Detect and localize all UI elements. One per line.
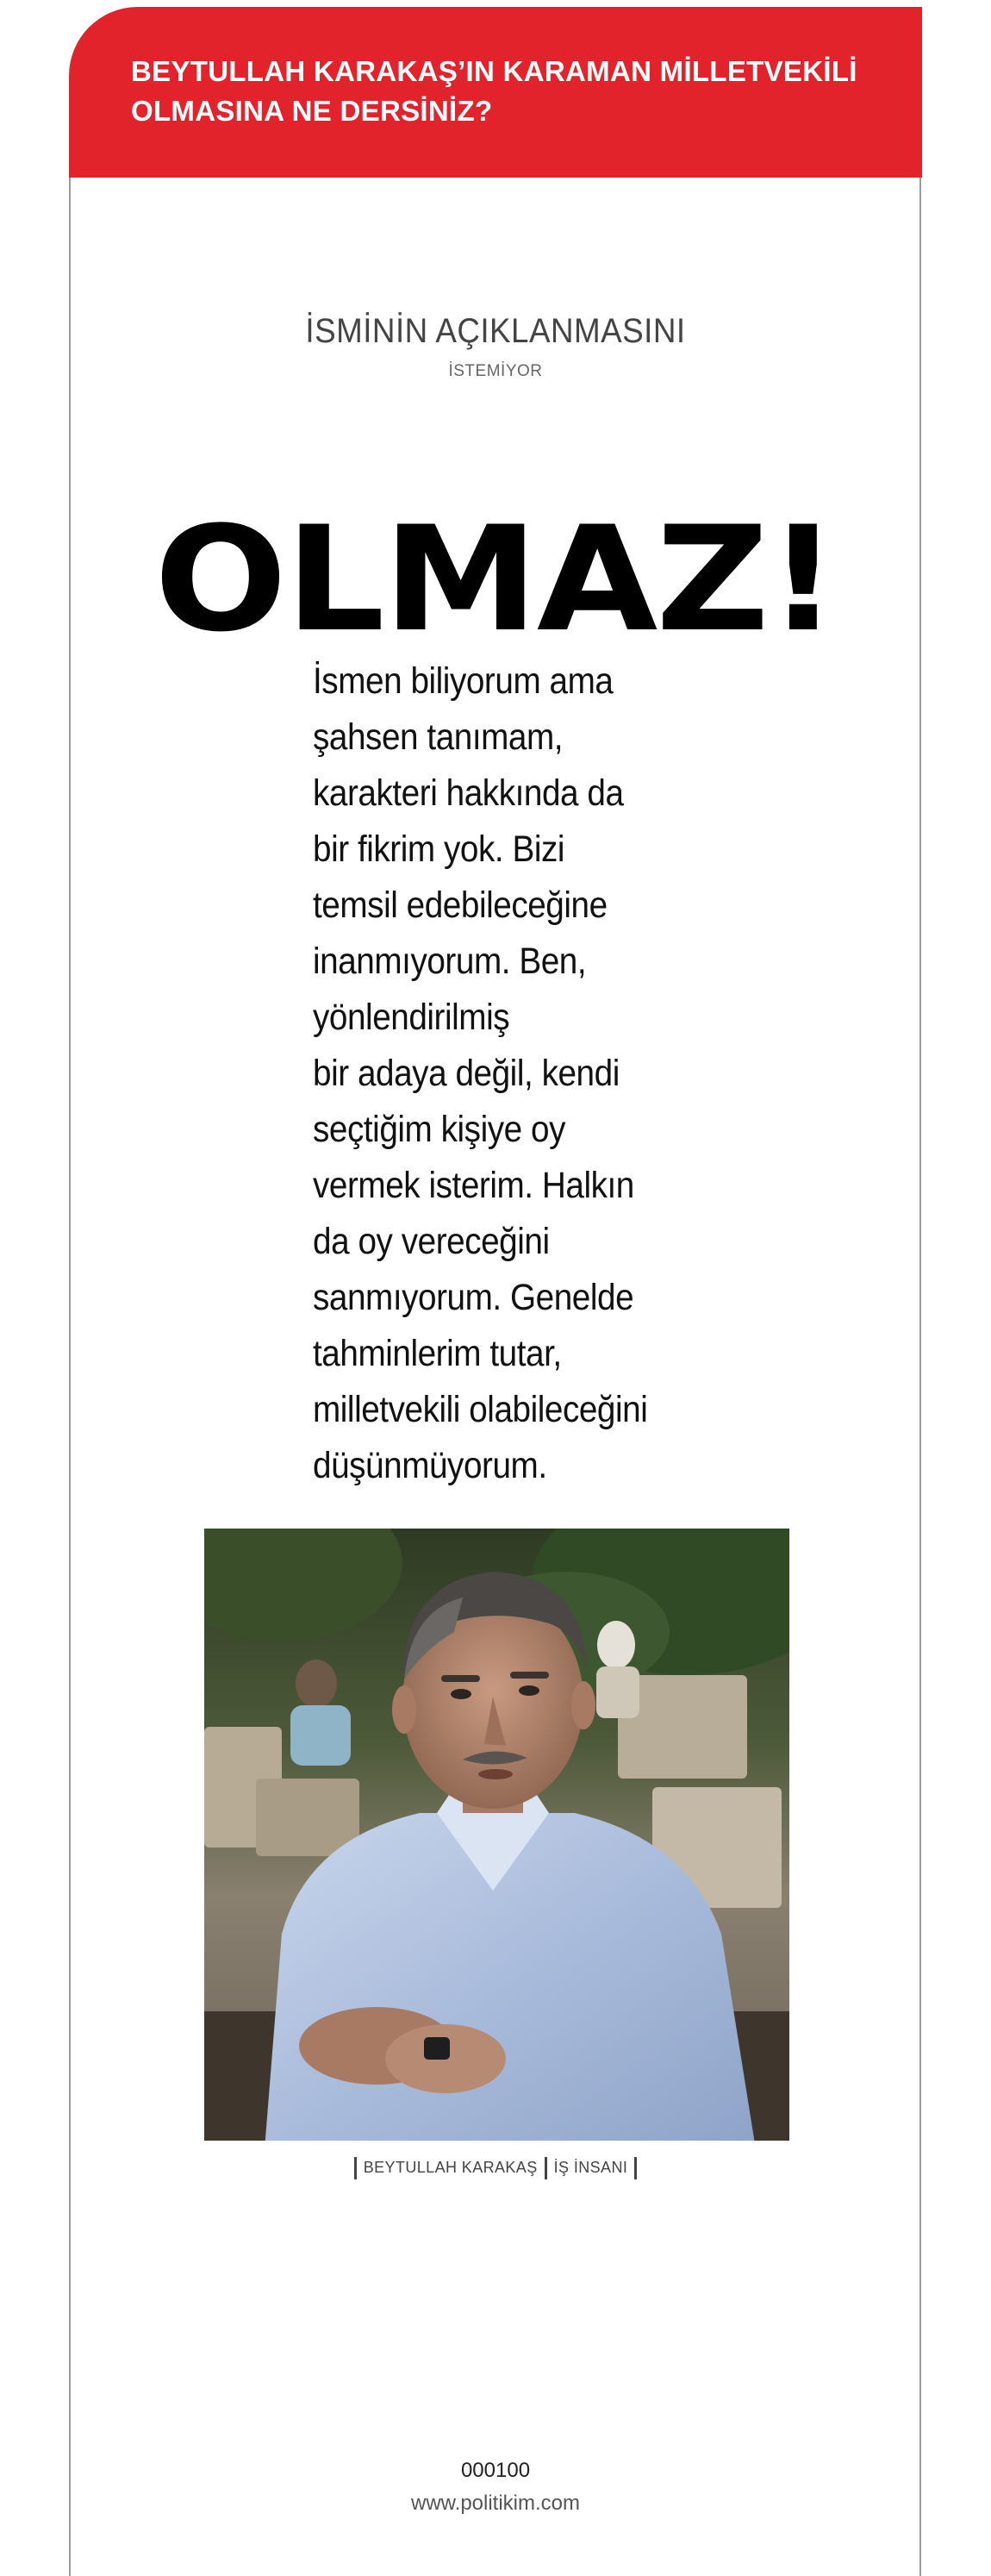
caption-divider [634, 2157, 637, 2179]
respondent-name: İSMİNİN AÇIKLANMASINI [305, 312, 686, 350]
caption-divider [354, 2157, 357, 2179]
question-line-1: BEYTULLAH KARAKAŞ’IN KARAMAN MİLLETVEKİLİ [131, 55, 857, 87]
question-line-2: OLMASINA NE DERSİNİZ? [131, 95, 493, 127]
question-text [131, 52, 907, 131]
portrait-photo [204, 1529, 789, 2141]
caption-divider [545, 2157, 547, 2179]
footer-website: www.politikim.com [410, 2492, 581, 2515]
answer-headline: OLMAZ! [153, 495, 838, 664]
portrait-photo-illustration [204, 1529, 789, 2141]
caption-role: İŞ İNSANI [553, 2158, 628, 2176]
footer-code: 000100 [460, 2459, 531, 2482]
respondent-subtitle: İSTEMİYOR [448, 362, 543, 380]
question-banner [69, 7, 922, 178]
respondent-comment: İsmen biliyorum ama şahsen tanımam, karakteri hakkında da bir fikrim yok. Bizi temsil edebileceğine inanmıyorum. Ben, yönlendirilmiş bir adaya değil, kendi seçtiğim kişiye oy vermek isterim. Halkın da oy vereceğini sanmıyorum. Genelde tahminlerim tutar, milletvekili olabileceğini düşünmüyorum. [313, 660, 648, 1486]
photo-caption [0, 2157, 991, 2179]
caption-name: BEYTULLAH KARAKAŞ [363, 2158, 538, 2176]
